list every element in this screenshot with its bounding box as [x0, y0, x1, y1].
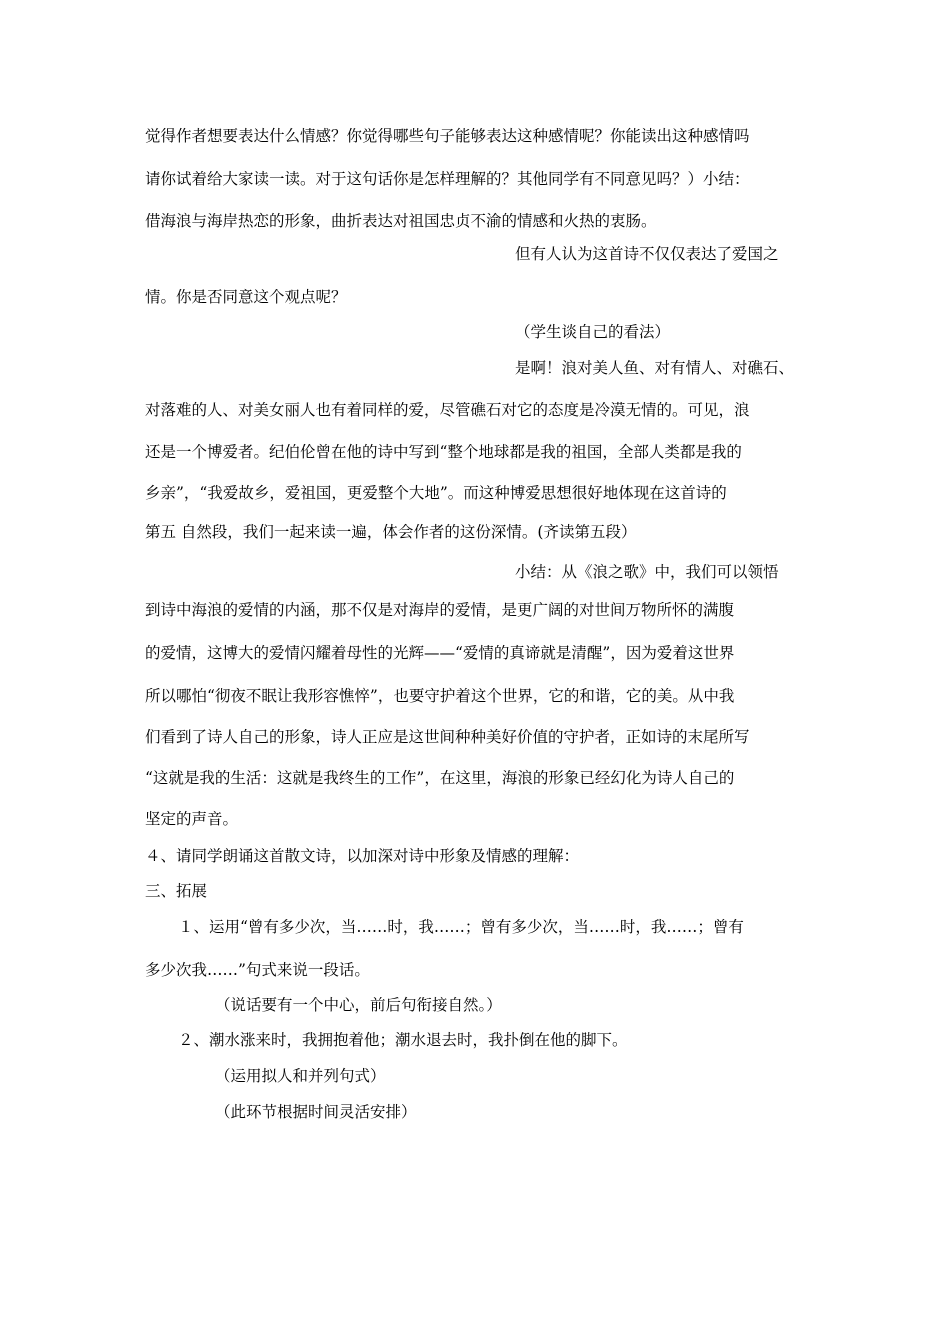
- text-line: （运用拟人和并列句式）: [215, 1067, 386, 1085]
- text-line: 是啊！浪对美人鱼、对有情人、对礁石、: [515, 359, 795, 377]
- text-line: 对落难的人、对美女丽人也有着同样的爱，尽管礁石对它的态度是冷漠无情的。可见，浪: [145, 401, 750, 419]
- text-line: 第五 自然段，我们一起来读一遍，体会作者的这份深情。(齐读第五段）: [145, 523, 637, 541]
- text-line: 到诗中海浪的爱情的内涵，那不仅是对海岸的爱情，是更广阔的对世间万物所怀的满腹: [145, 601, 735, 619]
- section-heading: 三、拓展: [145, 882, 208, 900]
- text-line: １、运用“曾有多少次，当……时，我……；曾有多少次，当……时，我……；曾有: [178, 918, 744, 936]
- text-line: 坚定的声音。: [145, 810, 239, 828]
- text-line: （说话要有一个中心，前后句衔接自然。）: [215, 996, 502, 1014]
- text-line: 借海浪与海岸热恋的形象，曲折表达对祖国忠贞不渝的情感和火热的衷肠。: [145, 212, 657, 230]
- text-line: 乡亲”，“我爱故乡，爱祖国，更爱整个大地”。而这种博爱思想很好地体现在这首诗的: [145, 484, 727, 502]
- text-line: 多少次我……”句式来说一段话。: [145, 961, 370, 979]
- text-line: ２、潮水涨来时，我拥抱着他；潮水退去时，我扑倒在他的脚下。: [178, 1031, 628, 1049]
- text-line: 还是一个博爱者。纪伯伦曾在他的诗中写到“整个地球都是我的祖国，全部人类都是我的: [145, 443, 742, 461]
- text-line: 所以哪怕“彻夜不眠让我形容憔悴”，也要守护着这个世界，它的和谐，它的美。从中我: [145, 687, 735, 705]
- text-line: 的爱情，这博大的爱情闪耀着母性的光辉——“爱情的真谛就是清醒”，因为爱着这世界: [145, 644, 735, 662]
- text-line: “这就是我的生活：这就是我终生的工作”，在这里，海浪的形象已经幻化为诗人自己的: [145, 769, 735, 787]
- text-line: 但有人认为这首诗不仅仅表达了爱国之: [515, 245, 779, 263]
- text-line: 觉得作者想要表达什么情感？你觉得哪些句子能够表达这种感情呢？你能读出这种感情吗: [145, 127, 750, 145]
- text-line: 请你试着给大家读一读。对于这句话你是怎样理解的？其他同学有不同意见吗？）小结：: [145, 170, 750, 188]
- text-line: 们看到了诗人自己的形象，诗人正应是这世间种种美好价值的守护者，正如诗的末尾所写: [145, 728, 750, 746]
- text-line: 情。你是否同意这个观点呢？: [145, 288, 347, 306]
- text-line: ４、请同学朗诵这首散文诗，以加深对诗中形象及情感的理解：: [145, 847, 580, 865]
- text-line: （此环节根据时间灵活安排）: [215, 1103, 417, 1121]
- text-line: 小结：从《浪之歌》中，我们可以领悟: [515, 563, 779, 581]
- text-line: （学生谈自己的看法）: [515, 323, 671, 341]
